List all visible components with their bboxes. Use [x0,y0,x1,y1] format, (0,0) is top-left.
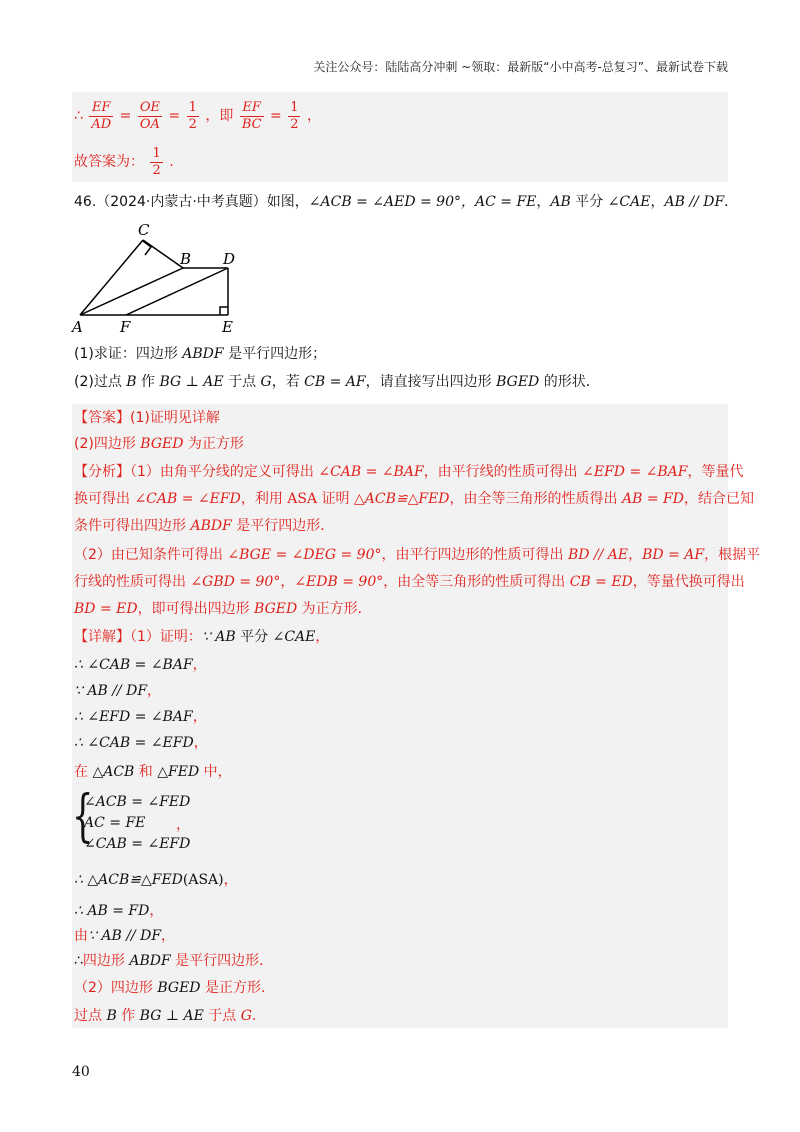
problem-statement: 46.（2024·内蒙古·中考真题）如图，∠ACB = ∠AED = 90°，AC = FE，AB 平分 ∠CAE，AB // DF． [74,194,739,210]
detail-line-4: ∴ ∠EFD = ∠BAF， [74,709,207,725]
detail-line-6: 在 △ACB 和 △FED 中， [74,764,232,780]
fraction-answer: $\frac{1}{2}$ [152,145,161,178]
label-a: A [72,318,83,336]
segment-ab [80,268,183,315]
detail-line-8: ∴ AB = FD， [74,903,164,919]
detail-line-11: （2）四边形 BGED 是正方形． [74,980,275,996]
fraction-ef-ad: $\frac{EF}{AD}$ [91,99,112,132]
analysis-line-5: 行线的性质可得出 ∠GBD = 90°，∠EDB = 90°，由全等三角形的性质可得出 CB = ED，等量代换可得出 [74,574,745,590]
system-eq-1: ∠ACB = ∠FED [84,794,191,810]
segment-fd [126,268,228,315]
system-comma: ， [176,817,190,833]
detail-line-2: ∴ ∠CAB = ∠BAF， [74,657,207,673]
answer-line: 故答案为： $\frac{1}{2}$ . [74,145,174,178]
fraction-oe-oa: $\frac{OE}{OA}$ [139,99,160,132]
page-header: 关注公众号：陆陆高分冲刺 ~领取：最新版“小中高考-总复习”、最新试卷下载 [313,60,728,74]
right-angle-c [143,241,151,255]
detail-line-12: 过点 B 作 BG ⊥ AE 于点 G. [74,1008,257,1024]
analysis-line-4: （2）由已知条件可得出 ∠BGE = ∠DEG = 90°，由平行四边形的性质可得出 BD // AE，BD = AF，根据平 [74,547,761,563]
right-angle-e [220,307,228,315]
label-b: B [180,250,192,268]
detail-line-3: ∵ AB // DF， [74,683,162,699]
segment-ac [80,240,143,315]
label-d: D [223,250,236,268]
page-number: 40 [72,1064,90,1080]
analysis-line-2: 换可得出 ∠CAB = ∠EFD，利用 ASA 证明 △ACB≌△FED，由全等三角形的性质得出 AB = FD，结合已知 [74,491,754,507]
fraction-half-2: $\frac{1}{2}$ [290,99,299,132]
detail-line-5: ∴ ∠CAB = ∠EFD， [74,735,208,751]
detail-line-7: ∴ △ACB≌△FED(ASA)， [74,872,238,888]
analysis-line-1: 【分析】（1）由角平分线的定义可得出 ∠CAB = ∠BAF，由平行线的性质可得出 ∠EFD = ∠BAF，等量代 [74,464,744,480]
fraction-half: $\frac{1}{2}$ [188,99,197,132]
segment-cb [143,240,183,268]
analysis-line-3: 条件可得出四边形 ABDF 是平行四边形． [74,518,335,534]
answer-2: (2)四边形 BGED 为正方形 [74,436,244,452]
analysis-line-6: BD = ED，即可得出四边形 BGED 为正方形． [74,601,372,617]
question-1: (1)求证：四边形 ABDF 是平行四边形； [74,346,327,362]
system-brace: { [72,784,94,849]
system-eq-2: AC = FE [84,815,146,831]
ratio-line: ∴ $\frac{EF}{AD}$ = $\frac{OE}{OA}$ = $\frac{1}{2}$ ，即 $\frac{EF}{BC}$ = $\frac{1}{2}$ ， [74,99,321,132]
answer-1: 【答案】(1)证明见详解 [74,410,220,426]
label-e: E [222,318,233,336]
geometry-figure [70,218,250,338]
fraction-ef-bc: $\frac{EF}{BC}$ [241,99,262,132]
detail-line-10: ∴四边形 ABDF 是平行四边形． [74,953,274,969]
detail-line-9: 由∵ AB // DF， [74,928,176,944]
label-f: F [120,318,131,336]
system-eq-3: ∠CAB = ∠EFD [84,836,191,852]
detail-line-1: 【详解】（1）证明：∵ AB 平分 ∠CAE， [74,629,330,645]
question-2: (2)过点 B 作 BG ⊥ AE 于点 G，若 CB = AF，请直接写出四边形 BGED 的形状． [74,374,600,390]
label-c: C [138,221,150,239]
